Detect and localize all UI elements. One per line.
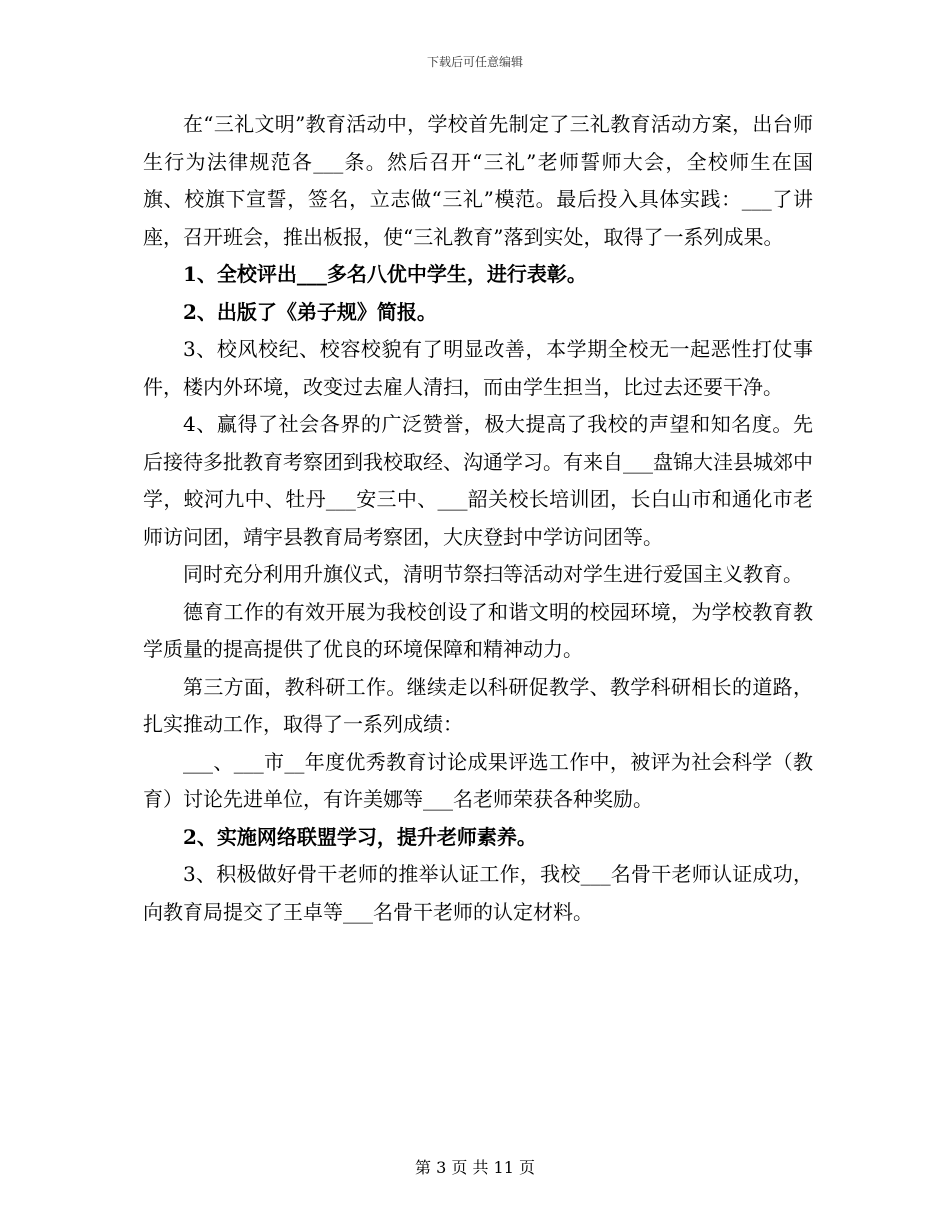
page-number-footer: 第 3 页 共 11 页 <box>415 1158 535 1177</box>
paragraph-item-3-key-teachers: 3、积极做好骨干老师的推举认证工作，我校___名骨干老师认证成功，向教育局提交了王卓等___名骨干老师的认定材料。 <box>143 862 813 924</box>
paragraph-research-work: 第三方面，教科研工作。继续走以科研促教学、教学科研相长的道路，扎实推动工作，取得了一系列成绩： <box>143 674 813 736</box>
paragraph-sanli-activity: 在“三礼文明”教育活动中，学校首先制定了三礼教育活动方案，出台师生行为法律规范各___条。然后召开“三礼”老师誓师大会，全校师生在国旗、校旗下宣誓，签名，立志做“三礼”模范。最后投入具体实践：___了讲座，召开班会，推出板报，使“三礼教育”落到实处，取得了一系列成果。 <box>143 112 813 249</box>
page-header: 下载后可任意编辑 <box>426 55 523 69</box>
paragraph-moral-education: 德育工作的有效开展为我校创设了和谐文明的校园环境，为学校教育教学质量的提高提供了优良的环境保障和精神动力。 <box>143 599 813 661</box>
paragraph-research-award: ___、___市__年度优秀教育讨论成果评选工作中，被评为社会科学（教育）讨论先进单位，有许美娜等___名老师荣获各种奖励。 <box>143 749 813 811</box>
paragraph-item-3-school-discipline: 3、校风校纪、校容校貌有了明显改善，本学期全校无一起恶性打仗事件，楼内外环境，改变过去雇人清扫，而由学生担当，比过去还要干净。 <box>143 337 813 399</box>
paragraph-item-2-bulletin: 2、出版了《弟子规》简报。 <box>183 299 437 324</box>
paragraph-item-1-commendation: 1、全校评出___多名八优中学生，进行表彰。 <box>183 262 587 286</box>
paragraph-item-2-network-learning: 2、实施网络联盟学习，提升老师素养。 <box>183 824 537 849</box>
paragraph-patriotic-education: 同时充分利用升旗仪式，清明节祭扫等活动对学生进行爱国主义教育。 <box>183 562 803 586</box>
paragraph-item-4-reputation: 4、赢得了社会各界的广泛赞誉，极大提高了我校的声望和知名度。先后接待多批教育考察团到我校取经、沟通学习。有来自___盘锦大洼县城郊中学，蛟河九中、牡丹___安三中、___韶关校长培训团，长白山市和通化市老师访问团，靖宇县教育局考察团，大庆登封中学访问团等。 <box>143 412 813 549</box>
document-body <box>143 106 813 931</box>
